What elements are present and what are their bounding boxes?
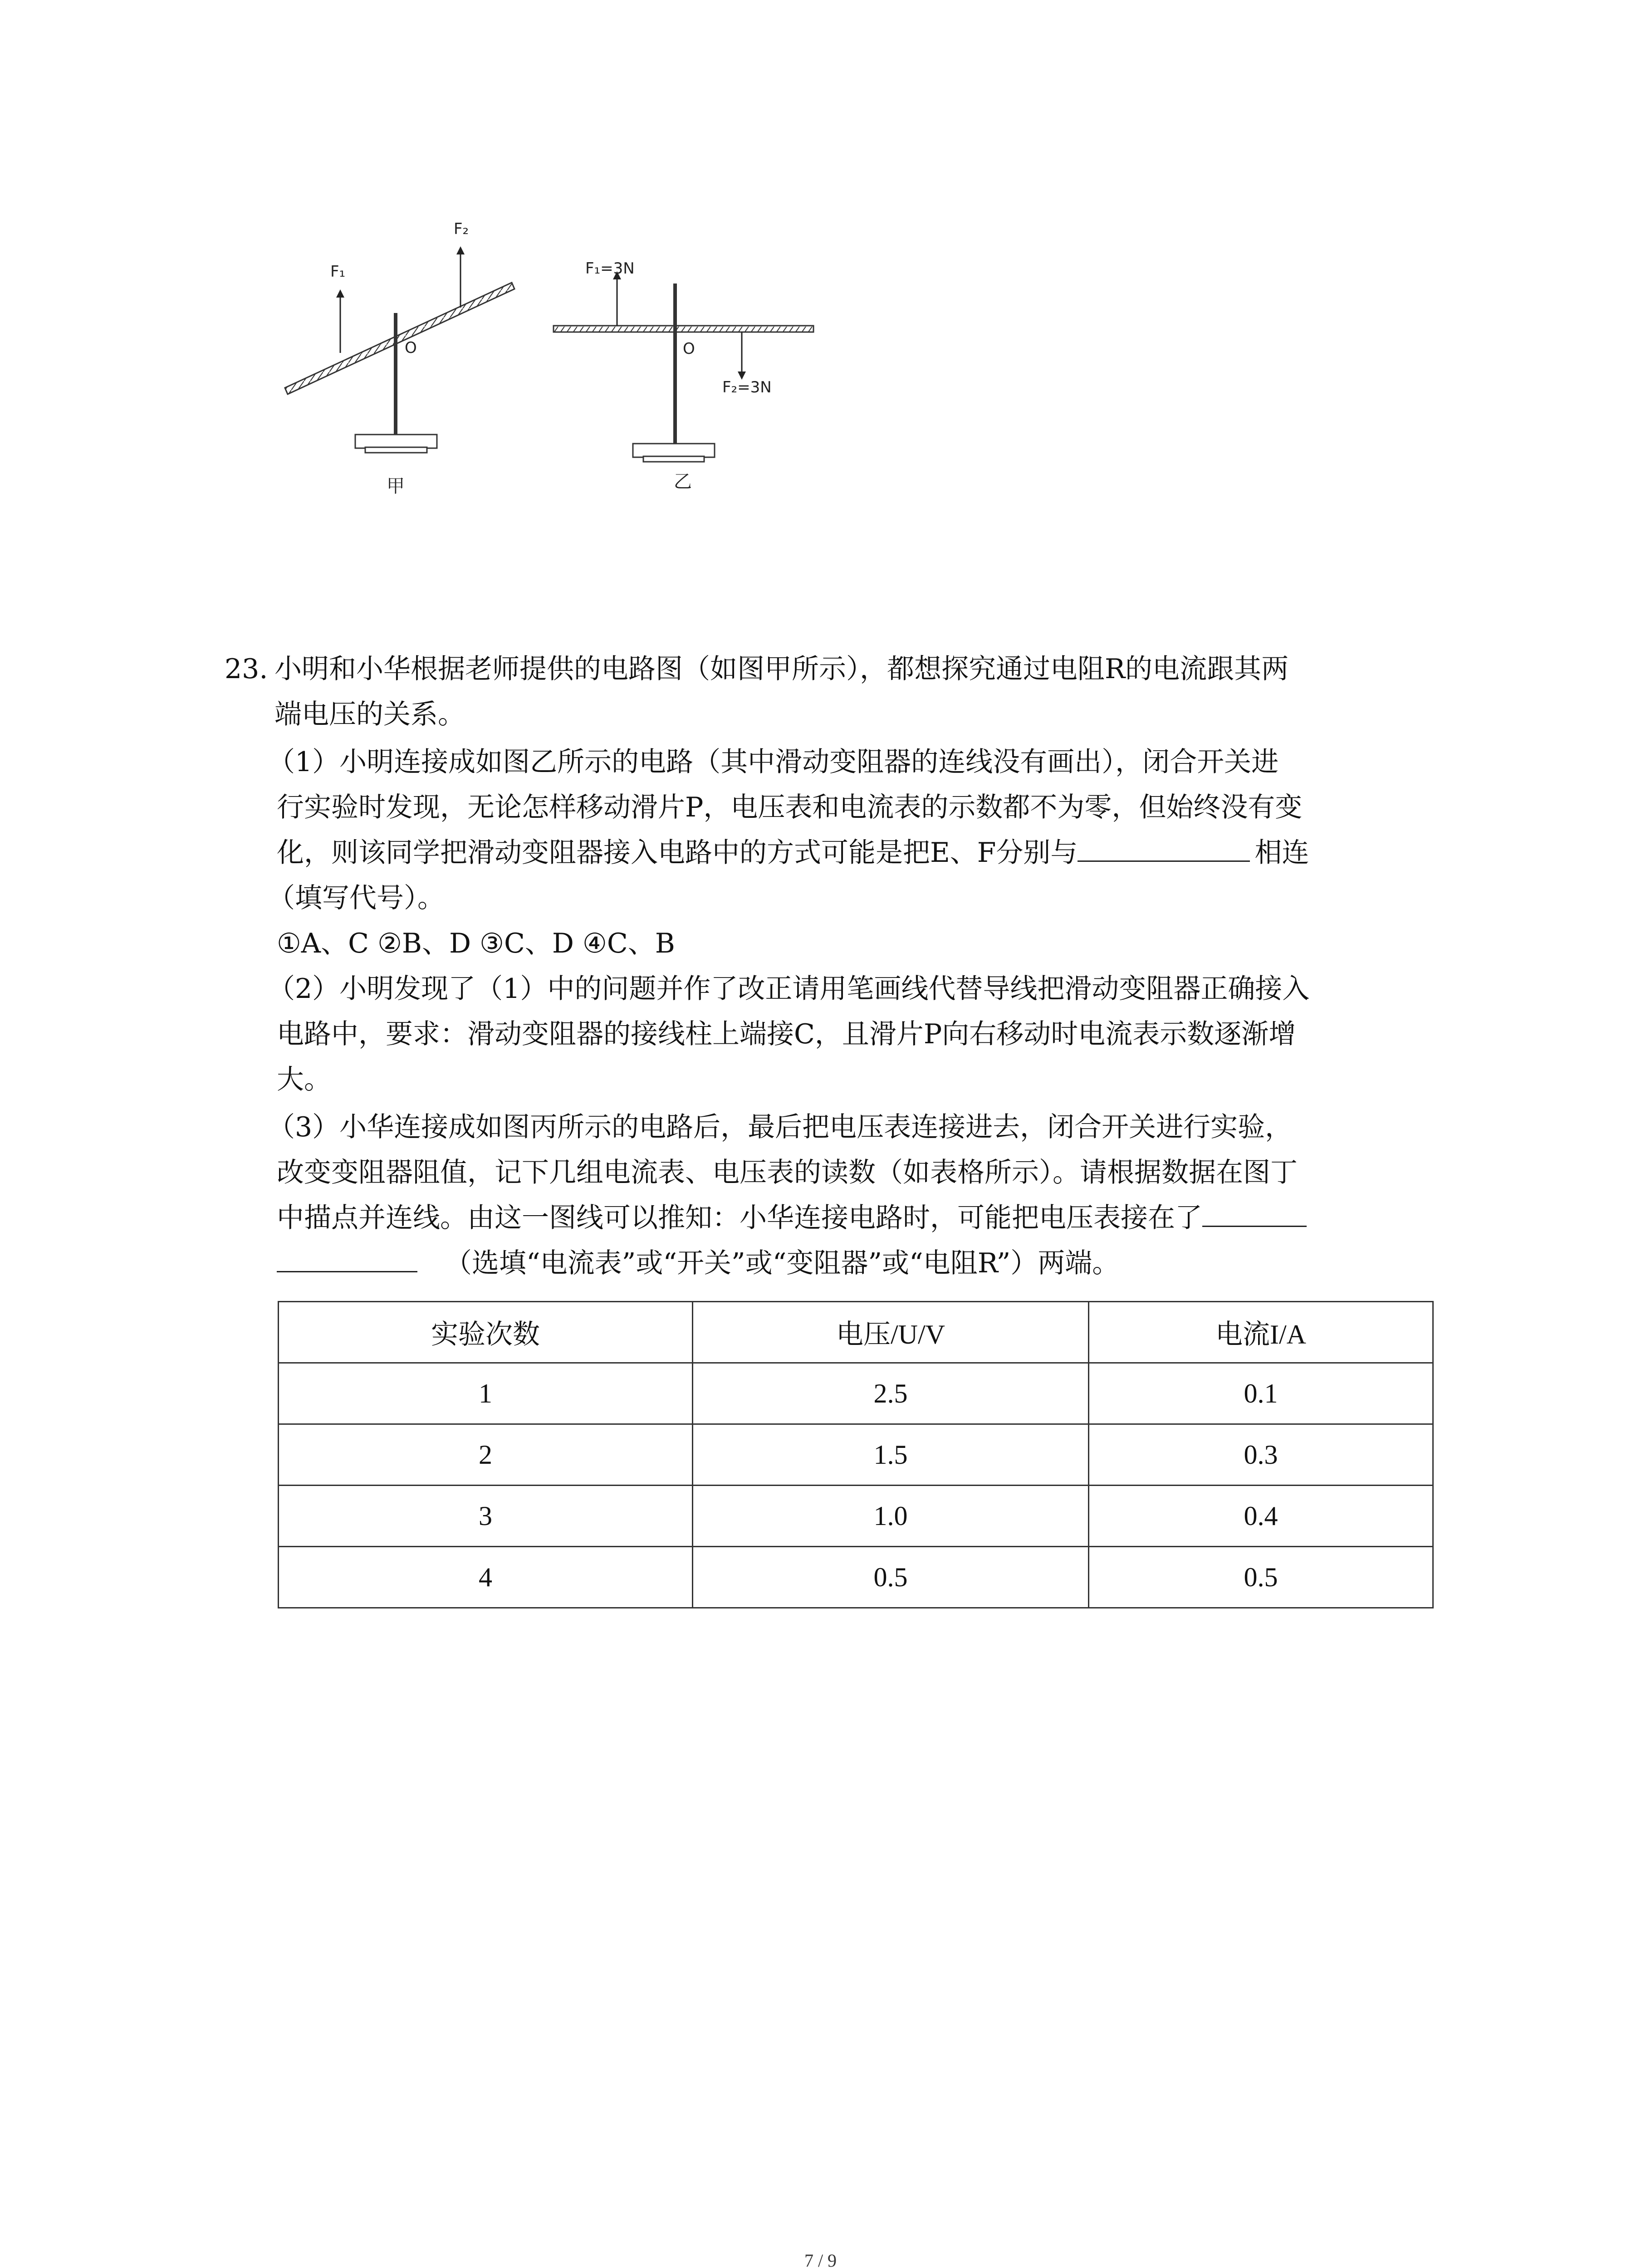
question-line: 相连 [1254,837,1309,869]
question-line: （1）小明连接成如图乙所示的电路（其中滑动变阻器的连线没有画出），闭合开关进 [268,746,1279,778]
question-line: 大。 [277,1064,331,1095]
question-line: （选填“电流表”或“开关”或“变阻器”或“电阻R”）两端。 [445,1247,1120,1279]
table-row [279,1363,1433,1424]
question-line: （2）小明发现了（1）中的问题并作了改正请用笔画线代替导线把滑动变阻器正确接入 [268,973,1310,1005]
table-cell: 2 [279,1424,693,1486]
jia-pivot-label: O [405,339,417,357]
table-cell: 1.0 [693,1486,1089,1547]
table-cell: 0.3 [1089,1424,1433,1486]
table-cell: 2.5 [693,1363,1089,1424]
yi-f2-label: F₂=3N [722,378,772,396]
question-23 [225,646,1450,1300]
question-options: ①A、C ②B、D ③C、D ④C、B [277,928,675,959]
question-line: （填写代号）。 [268,882,445,914]
table-cell: 4 [279,1547,693,1608]
lever-diagram-yi [554,259,813,492]
question-line: 电路中，要求：滑动变阻器的接线柱上端接C，且滑片P向右移动时电流表示数逐渐增 [277,1018,1296,1050]
table-cell: 0.4 [1089,1486,1433,1547]
jia-f1-label: F₁ [330,263,346,281]
answer-blank-2a[interactable] [1202,1196,1307,1227]
lever-figure [272,209,862,526]
yi-pivot-label: O [683,340,695,358]
question-line-with-blank [277,1195,1307,1241]
question-number: 23. [225,653,268,685]
question-line-with-blank [277,830,1309,875]
question-line: 小明和小华根据老师提供的电路图（如图甲所示），都想探究通过电阻R的电流跟其两 [274,653,1289,685]
table-cell: 1 [279,1363,693,1424]
answer-blank-2b[interactable] [277,1241,417,1272]
table-cell: 0.1 [1089,1363,1433,1424]
question-line-with-blank [277,1241,1119,1286]
yi-f1-label: F₁=3N [585,259,635,278]
table-cell: 0.5 [693,1547,1089,1608]
table-row [279,1424,1433,1486]
lever-diagram-jia [285,220,514,497]
jia-caption: 甲 [387,476,405,497]
table-header-row [279,1302,1433,1363]
answer-blank-1[interactable] [1078,831,1250,862]
table-cell: 1.5 [693,1424,1089,1486]
table-header: 电压/U/V [693,1302,1089,1363]
table-row [279,1486,1433,1547]
table-row [279,1547,1433,1608]
page-number: 7 / 9 [804,2250,837,2268]
data-table [278,1301,1434,1608]
table-cell: 3 [279,1486,693,1547]
question-line: 化，则该同学把滑动变阻器接入电路中的方式可能是把E、F分别与 [277,837,1078,869]
jia-f2-label: F₂ [454,220,469,238]
table-cell: 0.5 [1089,1547,1433,1608]
question-line: 改变变阻器阻值，记下几组电流表、电压表的读数（如表格所示）。请根据数据在图丁 [277,1157,1298,1188]
question-line: 行实验时发现，无论怎样移动滑片P，电压表和电流表的示数都不为零，但始终没有变 [277,792,1303,823]
yi-caption: 乙 [674,471,692,492]
question-line: 中描点并连线。由这一图线可以推知：小华连接电路时，可能把电压表接在了 [277,1202,1202,1234]
question-line: 端电压的关系。 [274,699,465,730]
question-line: （3）小华连接成如图丙所示的电路后，最后把电压表连接进去，闭合开关进行实验， [268,1111,1293,1143]
table-header: 实验次数 [279,1302,693,1363]
table-header: 电流I/A [1089,1302,1433,1363]
